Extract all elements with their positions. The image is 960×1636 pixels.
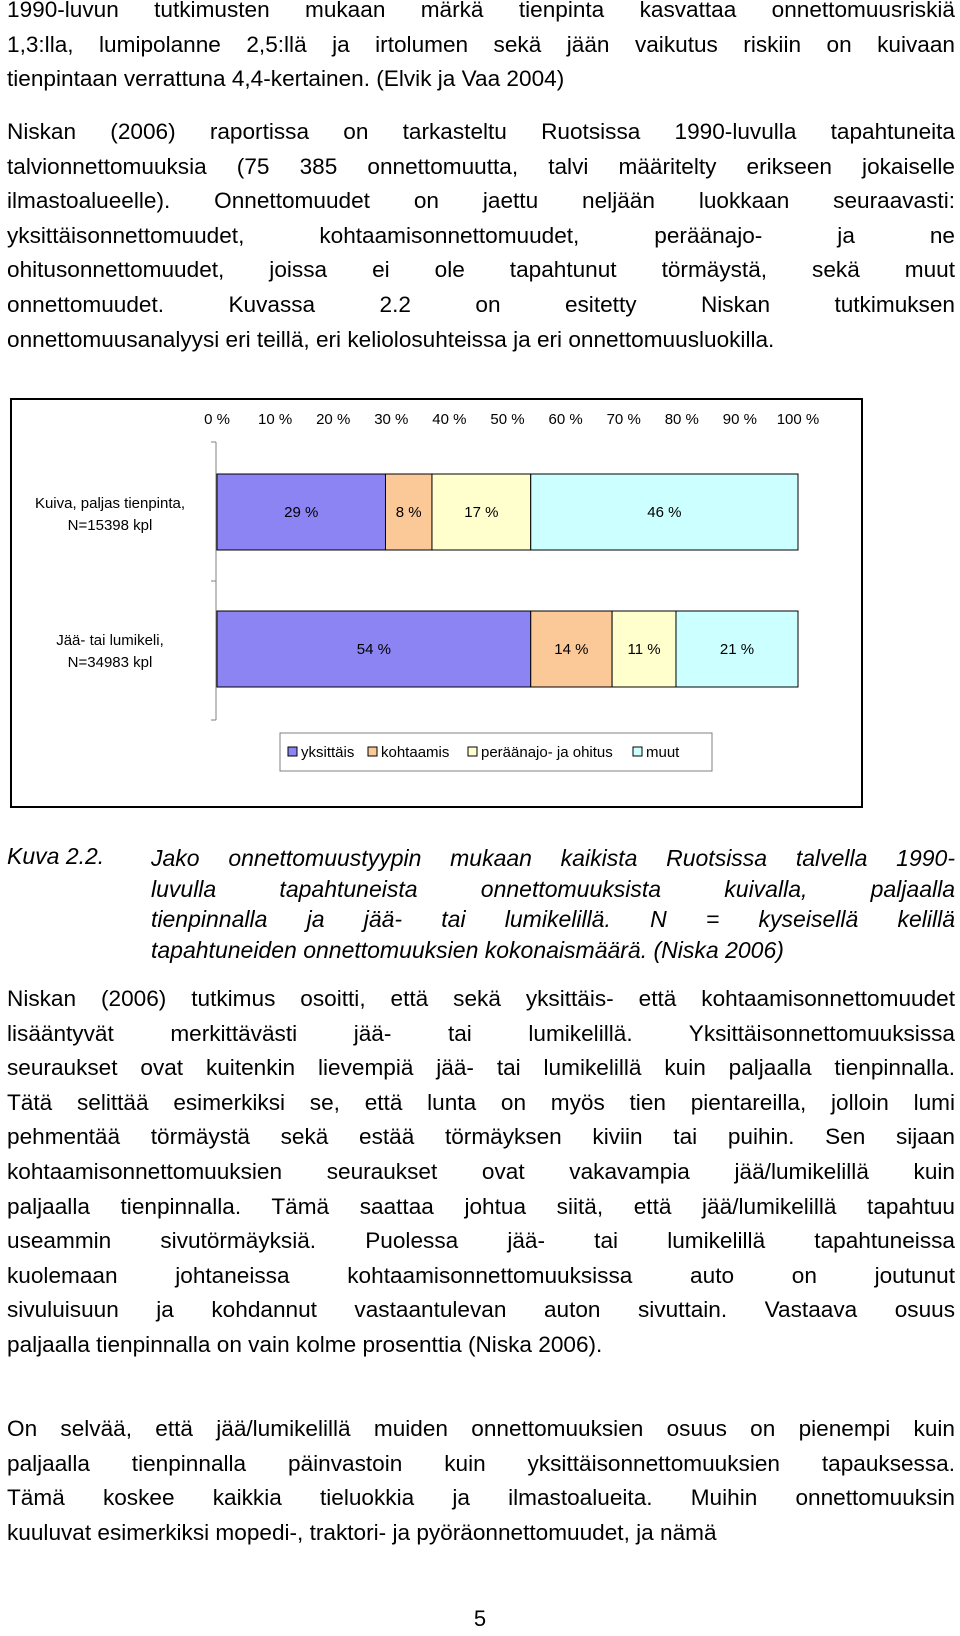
axis-tick-label: 0 % xyxy=(204,411,230,428)
bar-data-label: 17 % xyxy=(464,504,499,521)
text-line: On selvää, että jää/lumikelillä muiden onnettomuuksien osuus on pienempi kuin xyxy=(7,1416,955,1441)
text-line: Tätä selittää esimerkiksi se, että lunta on myös tien pientareilla, jolloin lumi xyxy=(7,1089,955,1115)
text-line: paljaalla tienpinnalla on vain kolme prosenttia (Niska 2006). xyxy=(7,1331,603,1357)
page-number: 5 xyxy=(473,1606,487,1631)
text-line: tienpintaan verrattuna 4,4-kertainen. (Elvik ja Vaa 2004) xyxy=(7,66,565,92)
axis-tick-label: 40 % xyxy=(432,411,467,428)
paragraph-niska-intro xyxy=(7,115,955,357)
text-line: tienpinnalla ja jää- tai lumikelillä. N = kyseisellä kelillä xyxy=(151,906,955,932)
axis-tick-label: 100 % xyxy=(776,411,820,428)
text-line: ilmastoalueelle). Onnettomuudet on jaettu neljään luokkaan seuraavasti: xyxy=(7,188,955,214)
text-line: kuuluvat esimerkiksi mopedi-, traktori- ja pyöräonnettomuudet, ja nämä xyxy=(7,1519,717,1545)
text-line: lisääntyvät merkittävästi jää- tai lumikelillä. Yksittäisonnettomuuksissa xyxy=(7,1020,955,1046)
chart-canvas xyxy=(12,400,861,806)
text-line: onnettomuusanalyysi eri teillä, eri keliolosuhteissa ja eri onnettomuusluokilla. xyxy=(7,326,775,352)
legend-swatch xyxy=(288,747,297,756)
text-line: useammin sivutörmäyksiä. Puolessa jää- tai lumikelillä tapahtuneissa xyxy=(7,1228,955,1254)
text-line: paljaalla tienpinnalla päinvastoin kuin yksittäisonnettomuuksien tapauksessa. xyxy=(7,1450,955,1476)
category-label: Jää- tai lumikeli, xyxy=(56,632,164,649)
text-line: 1990-luvun tutkimusten mukaan märkä tienpinta kasvattaa onnettomuusriskiä xyxy=(7,0,955,22)
legend-swatch xyxy=(633,747,642,756)
axis-tick-label: 50 % xyxy=(490,411,525,428)
legend-swatch xyxy=(468,747,477,756)
text-line: Niskan (2006) tutkimus osoitti, että sekä yksittäis- että kohtaamisonnettomuudet xyxy=(7,986,955,1011)
text-line: sivuluisuun ja kohdannut vastaantulevan auton sivuttain. Vastaava osuus xyxy=(7,1297,955,1323)
text-line: Niskan (2006) raportissa on tarkasteltu Ruotsissa 1990-luvulla tapahtuneita xyxy=(7,119,955,144)
legend-label: kohtaamis xyxy=(381,744,450,761)
text-line: pehmentää törmäystä sekä estää törmäyksen kiviin tai puihin. Sen sijaan xyxy=(7,1124,955,1150)
text-line: seuraukset ovat kuitenkin lievempiä jää- tai lumikelillä kuin paljaalla tienpinnalla. xyxy=(7,1055,955,1081)
axis-tick-label: 60 % xyxy=(548,411,583,428)
text-line: yksittäisonnettomuudet, kohtaamisonnettomuudet, peräänajo- ja ne xyxy=(7,222,955,248)
bar-data-label: 14 % xyxy=(554,641,589,658)
text-line: luvulla tapahtuneista onnettomuuksista kuivalla, paljaalla xyxy=(151,875,955,902)
paragraph-intro xyxy=(7,0,955,97)
bar-data-label: 46 % xyxy=(647,504,682,521)
legend-label: yksittäis xyxy=(301,744,355,761)
text-line: kohtaamisonnettomuuksien seuraukset ovat vakavampia jää/lumikelillä kuin xyxy=(7,1158,955,1184)
text-line: Tämä koskee kaikkia tieluokkia ja ilmastoalueita. Muihin onnettomuuksin xyxy=(7,1485,955,1511)
bar-data-label: 29 % xyxy=(284,504,319,521)
text-line: paljaalla tienpinnalla. Tämä saattaa johtua siitä, että jää/lumikelillä tapahtuu xyxy=(7,1193,955,1219)
text-line: ohitusonnettomuudet, joissa ei ole tapahtunut törmäystä, sekä muut xyxy=(7,257,955,283)
stacked-bar-chart xyxy=(10,398,863,808)
axis-tick-label: 70 % xyxy=(606,411,641,428)
category-label: Kuiva, paljas tienpinta, xyxy=(34,495,186,512)
paragraph-results xyxy=(7,982,955,1363)
text-line: tapahtuneiden onnettomuuksien kokonaismäärä. (Niska 2006) xyxy=(151,936,784,963)
category-label: N=34983 kpl xyxy=(67,654,153,671)
bar-data-label: 54 % xyxy=(356,641,391,658)
legend-label: peräänajo- ja ohitus xyxy=(481,744,613,761)
figure-caption-label: Kuva 2.2. xyxy=(7,843,105,869)
text-line: talvionnettomuuksia (75 385 onnettomuutta, talvi määritelty erikseen jokaiselle xyxy=(7,153,955,179)
axis-tick-label: 90 % xyxy=(722,411,758,428)
axis-tick-label: 30 % xyxy=(374,411,409,428)
legend-label: muut xyxy=(646,744,680,761)
figure-caption-text xyxy=(151,843,955,965)
legend-swatch xyxy=(368,747,377,756)
axis-tick-label: 10 % xyxy=(257,411,293,428)
text-line: onnettomuudet. Kuvassa 2.2 on esitetty Niskan tutkimuksen xyxy=(7,291,955,317)
axis-tick-label: 80 % xyxy=(664,411,699,428)
category-label: N=15398 kpl xyxy=(67,517,153,534)
axis-tick-label: 20 % xyxy=(316,411,351,428)
text-line: Jako onnettomuustyypin mukaan kaikista Ruotsissa talvella 1990- xyxy=(151,845,955,871)
bar-data-label: 8 % xyxy=(395,504,422,521)
bar-data-label: 11 % xyxy=(627,641,661,658)
bar-data-label: 21 % xyxy=(719,641,755,658)
text-line: kuolemaan johtaneissa kohtaamisonnettomuuksissa auto on joutunut xyxy=(7,1262,955,1288)
paragraph-last xyxy=(7,1412,955,1550)
text-line: 1,3:lla, lumipolanne 2,5:llä ja irtolumen sekä jään vaikutus riskiin on kuivaan xyxy=(7,31,955,57)
